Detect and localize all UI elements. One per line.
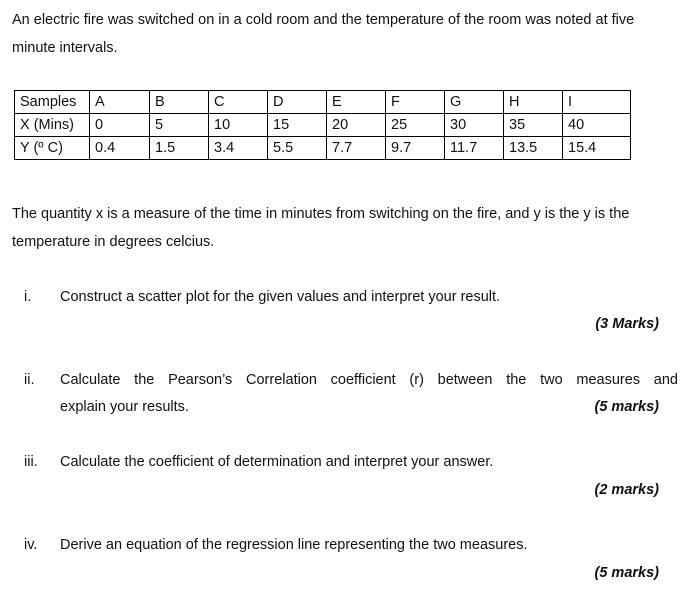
table-cell: 40: [563, 114, 631, 137]
table-row: [15, 91, 631, 114]
table-cell: C: [209, 91, 268, 114]
table-cell: F: [386, 91, 445, 114]
question-number: i.: [24, 289, 32, 305]
table-cell: 25: [386, 114, 445, 137]
table-cell: 15: [268, 114, 327, 137]
table-cell: 5: [150, 114, 209, 137]
row-header-cell: X (Mins): [15, 114, 90, 137]
question-number: iii.: [24, 454, 38, 470]
table-cell: 35: [504, 114, 563, 137]
question-text: Derive an equation of the regression line representing the two measures.: [60, 537, 528, 553]
table-cell: 9.7: [386, 137, 445, 160]
table-row: [15, 137, 631, 160]
table-cell: E: [327, 91, 386, 114]
question-text-continued: explain your results.: [60, 399, 189, 415]
table-cell: B: [150, 91, 209, 114]
row-header-cell: Y (º C): [15, 137, 90, 160]
table-cell: 11.7: [445, 137, 504, 160]
table-cell: 0.4: [90, 137, 150, 160]
question-text: Construct a scatter plot for the given values and interpret your result.: [60, 289, 501, 305]
table-cell: 15.4: [563, 137, 631, 160]
table-cell: 5.5: [268, 137, 327, 160]
row-header-cell: Samples: [15, 91, 90, 114]
intro-paragraph: An electric fire was switched on in a cold room and the temperature of the room was noted at five minute intervals.: [12, 12, 635, 56]
data-table-body: [15, 91, 631, 160]
table-cell: G: [445, 91, 504, 114]
table-cell: 13.5: [504, 137, 563, 160]
question-2-marks: (5 marks): [594, 399, 659, 415]
table-cell: 20: [327, 114, 386, 137]
table-cell: 7.7: [327, 137, 386, 160]
table-cell: D: [268, 91, 327, 114]
table-cell: 3.4: [209, 137, 268, 160]
table-cell: 0: [90, 114, 150, 137]
question-number: iv.: [24, 537, 38, 553]
question-4-marks: (5 marks): [594, 565, 659, 581]
table-cell: A: [90, 91, 150, 114]
table-cell: I: [563, 91, 631, 114]
question-3-marks: (2 marks): [594, 482, 659, 498]
description-paragraph: The quantity x is a measure of the time in minutes from switching on the fire, and y is the y is the temperature in degrees celcius.: [12, 206, 630, 250]
table-cell: 30: [445, 114, 504, 137]
table-row: [15, 114, 631, 137]
table-cell: 1.5: [150, 137, 209, 160]
question-1-marks: (3 Marks): [595, 316, 659, 332]
table-cell: 10: [209, 114, 268, 137]
question-text: Calculate the coefficient of determination and interpret your answer.: [60, 454, 494, 470]
data-table: [14, 90, 631, 160]
question-text: Calculate the Pearson’s Correlation coefficient (r) between the two measures and: [60, 372, 678, 388]
table-cell: H: [504, 91, 563, 114]
question-number: ii.: [24, 372, 35, 388]
